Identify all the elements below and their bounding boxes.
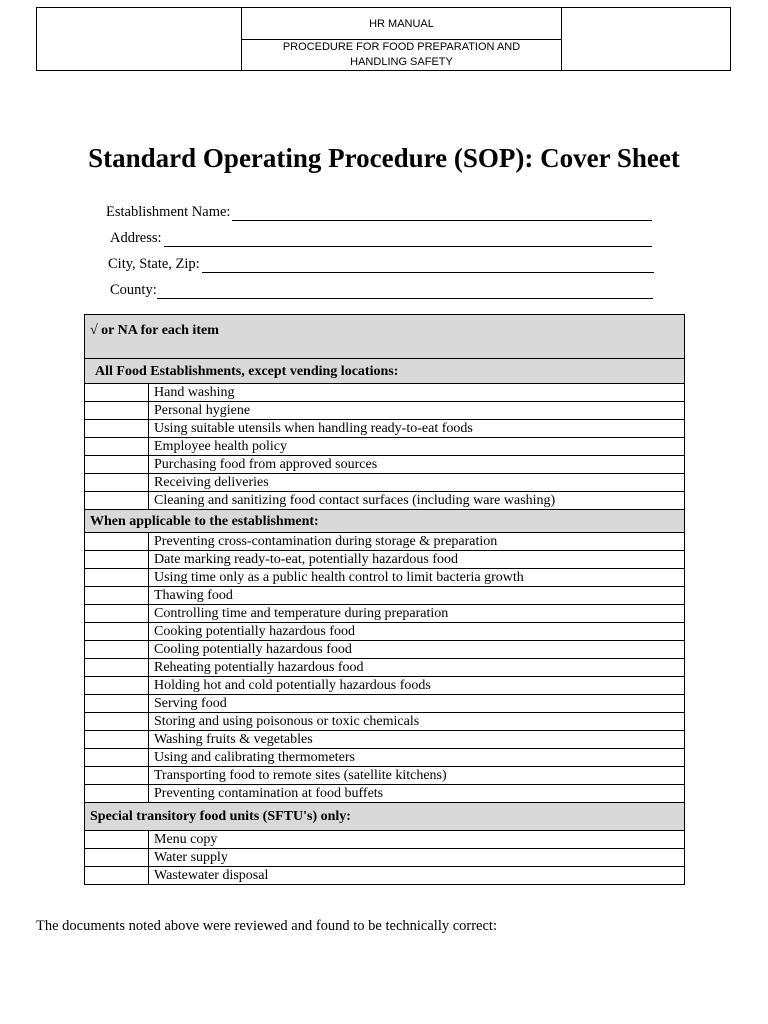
check-cell[interactable] (85, 420, 149, 438)
item-label: Cleaning and sanitizing food contact surfaces (including ware washing) (149, 492, 685, 510)
item-label: Employee health policy (149, 438, 685, 456)
check-cell[interactable] (85, 605, 149, 623)
header-logo-cell (37, 8, 242, 70)
check-cell[interactable] (85, 867, 149, 885)
table-row (85, 831, 685, 849)
check-cell[interactable] (85, 677, 149, 695)
check-cell[interactable] (85, 659, 149, 677)
table-row (85, 659, 685, 677)
header-table (36, 7, 731, 71)
check-cell[interactable] (85, 456, 149, 474)
county-label: County: (110, 282, 157, 298)
item-label: Receiving deliveries (149, 474, 685, 492)
checklist-note-row (85, 315, 685, 359)
item-label: Purchasing food from approved sources (149, 456, 685, 474)
item-label: Personal hygiene (149, 402, 685, 420)
item-label: Serving food (149, 695, 685, 713)
check-cell[interactable] (85, 641, 149, 659)
check-cell[interactable] (85, 695, 149, 713)
address-label: Address: (110, 230, 162, 246)
check-cell[interactable] (85, 623, 149, 641)
table-row (85, 587, 685, 605)
table-row (85, 420, 685, 438)
table-row (85, 749, 685, 767)
check-cell[interactable] (85, 402, 149, 420)
item-label: Menu copy (149, 831, 685, 849)
table-row (85, 713, 685, 731)
item-label: Reheating potentially hazardous food (149, 659, 685, 677)
header-right-cell (562, 8, 730, 70)
item-label: Cooking potentially hazardous food (149, 623, 685, 641)
item-label: Washing fruits & vegetables (149, 731, 685, 749)
table-row (85, 533, 685, 551)
check-cell[interactable] (85, 767, 149, 785)
table-row (85, 384, 685, 402)
item-label: Preventing cross-contamination during storage & preparation (149, 533, 685, 551)
check-cell[interactable] (85, 831, 149, 849)
document-title: Standard Operating Procedure (SOP): Cover Sheet (88, 143, 680, 173)
section1-title: All Food Establishments, except vending locations: (85, 359, 685, 384)
city-state-zip-field[interactable] (108, 256, 654, 273)
section-header-row (85, 510, 685, 533)
item-label: Cooling potentially hazardous food (149, 641, 685, 659)
review-statement: The documents noted above were reviewed and found to be technically correct: (36, 918, 497, 934)
establishment-name-field[interactable] (106, 204, 652, 221)
table-row (85, 623, 685, 641)
item-label: Holding hot and cold potentially hazardous foods (149, 677, 685, 695)
check-cell[interactable] (85, 551, 149, 569)
section2-title: When applicable to the establishment: (85, 510, 685, 533)
item-label: Date marking ready-to-eat, potentially hazardous food (149, 551, 685, 569)
check-cell[interactable] (85, 713, 149, 731)
item-label: Thawing food (149, 587, 685, 605)
item-label: Using time only as a public health control to limit bacteria growth (149, 569, 685, 587)
table-row (85, 456, 685, 474)
table-row (85, 569, 685, 587)
establishment-name-label: Establishment Name: (106, 204, 231, 220)
table-row (85, 641, 685, 659)
table-row (85, 677, 685, 695)
item-label: Wastewater disposal (149, 867, 685, 885)
header-title: HR MANUAL (242, 8, 561, 40)
table-row (85, 867, 685, 885)
table-row (85, 605, 685, 623)
table-row (85, 438, 685, 456)
establishment-name-line[interactable] (232, 205, 652, 221)
check-cell[interactable] (85, 587, 149, 605)
header-center-cell (242, 8, 562, 70)
header-subtitle: PROCEDURE FOR FOOD PREPARATION AND HANDLING SAFETY (282, 41, 521, 68)
table-row (85, 474, 685, 492)
item-label: Using suitable utensils when handling ready-to-eat foods (149, 420, 685, 438)
checklist-note: √ or NA for each item (85, 315, 685, 359)
check-cell[interactable] (85, 785, 149, 803)
county-field[interactable] (110, 282, 653, 299)
table-row (85, 492, 685, 510)
check-cell[interactable] (85, 749, 149, 767)
check-cell[interactable] (85, 731, 149, 749)
item-label: Preventing contamination at food buffets (149, 785, 685, 803)
section-header-row (85, 803, 685, 831)
table-row (85, 695, 685, 713)
check-cell[interactable] (85, 384, 149, 402)
table-row (85, 551, 685, 569)
check-cell[interactable] (85, 438, 149, 456)
check-cell[interactable] (85, 569, 149, 587)
check-cell[interactable] (85, 533, 149, 551)
city-state-zip-label: City, State, Zip: (108, 256, 200, 272)
sop-checklist-table (84, 314, 685, 885)
section3-title: Special transitory food units (SFTU's) only: (85, 803, 685, 831)
item-label: Water supply (149, 849, 685, 867)
table-row (85, 849, 685, 867)
item-label: Using and calibrating thermometers (149, 749, 685, 767)
table-row (85, 402, 685, 420)
item-label: Storing and using poisonous or toxic chemicals (149, 713, 685, 731)
section-header-row (85, 359, 685, 384)
address-line[interactable] (164, 231, 652, 247)
table-row (85, 767, 685, 785)
item-label: Transporting food to remote sites (satellite kitchens) (149, 767, 685, 785)
address-field[interactable] (110, 230, 652, 247)
city-state-zip-line[interactable] (202, 257, 654, 273)
item-label: Controlling time and temperature during preparation (149, 605, 685, 623)
table-row (85, 785, 685, 803)
table-row (85, 731, 685, 749)
check-cell[interactable] (85, 492, 149, 510)
check-cell[interactable] (85, 474, 149, 492)
county-line[interactable] (157, 283, 653, 299)
check-cell[interactable] (85, 849, 149, 867)
item-label: Hand washing (149, 384, 685, 402)
